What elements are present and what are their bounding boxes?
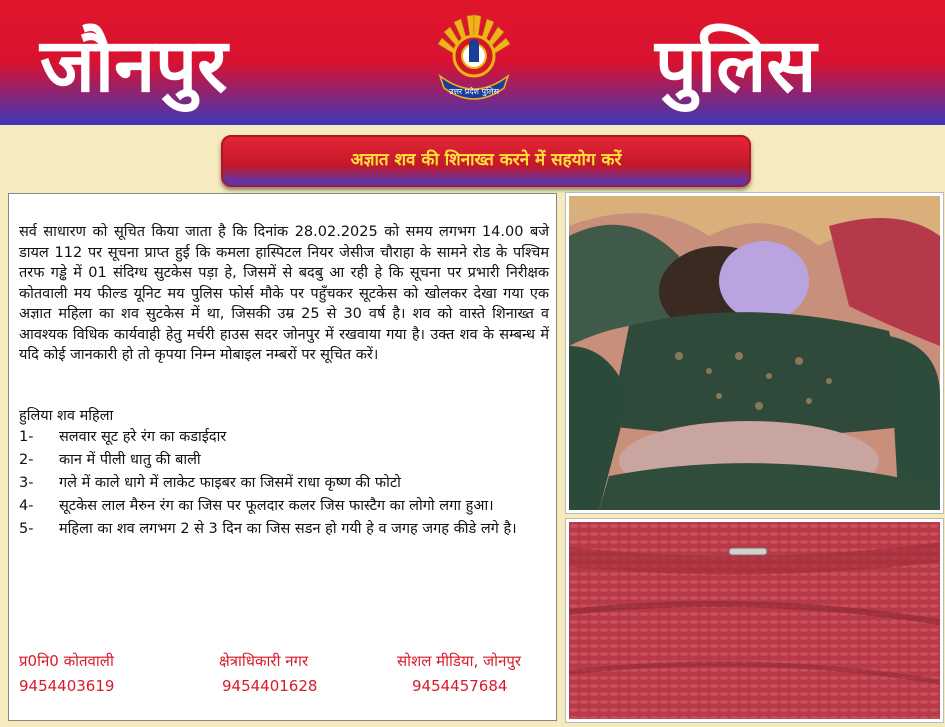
notice-box <box>8 193 557 721</box>
victim-photo <box>566 193 943 513</box>
contact-co-city <box>219 649 317 699</box>
item-number: 2- <box>19 452 34 468</box>
description-list <box>19 427 549 542</box>
header-banner <box>0 0 945 128</box>
victim-photo-image <box>569 196 940 510</box>
contact-social-media <box>397 649 521 699</box>
subtitle-bar <box>221 135 751 187</box>
contact-section <box>19 649 549 709</box>
item-text: कान में पीली धातु की बाली <box>59 452 201 468</box>
list-item <box>19 473 549 494</box>
item-number: 1- <box>19 429 34 445</box>
subtitle-text: अज्ञात शव की शिनाख्त करने में सहयोग करें <box>350 150 622 170</box>
contact-phone: 9454457684 <box>412 677 508 695</box>
contact-phone: 9454401628 <box>222 677 318 695</box>
emblem-text: उत्तर प्रदेश पुलिस <box>449 87 499 96</box>
suitcase-photo-image <box>569 522 940 719</box>
suitcase-photo <box>566 519 943 722</box>
item-text: गले में काले धागे में लाकेट फाइबर का जिसमें राधा कृष्ण की फोटो <box>59 475 401 491</box>
contact-title: क्षेत्राधिकारी नगर <box>219 652 309 670</box>
item-text: सलवार सूट हरे रंग का कडाईदार <box>59 429 227 445</box>
banner-title-left: जौनपुर <box>40 23 228 109</box>
contact-title: सोशल मीडिया, जोनपुर <box>397 652 522 670</box>
contact-phone: 9454403619 <box>19 677 115 695</box>
list-item <box>19 450 549 471</box>
list-item <box>19 496 549 517</box>
item-text: सूटकेस लाल मैरुन रंग का जिस पर फूलदार कलर जिस फास्टैग का लोगो लगा हुआ। <box>59 498 494 514</box>
item-number: 4- <box>19 498 34 514</box>
up-police-emblem-icon <box>424 14 524 104</box>
item-number: 5- <box>19 521 34 537</box>
description-heading: हुलिया शव महिला <box>19 408 114 424</box>
notice-body: सर्व साधारण को सूचित किया जाता है कि दिनांक 28.02.2025 को समय लगभग 14.00 बजे डायल 112 पर सूचना प्राप्त हुई कि कमला हास्पिटल नियर जेसीज चौराहा के सामने रोड के पश्चिम तरफ गड्ढे में 01 संदिग्ध सुटकेस पड़ा हे, जिसमें से बदबु आ रही हे कि सूचना पर प्रभारी निरीक्षक कोतवाली मय फील्ड यूनिट मय पुलिस फोर्स मौके पर पहुँचकर सूटकेस को खोलकर देखा गया एक अज्ञात महिला का शव सुटकेस में था, जिसकी उम्र 25 से 30 वर्ष है। शव को वास्ते शिनाख्त व आवश्यक विधिक कार्यवाही हेतु मर्चरी हाउस सदर जोनपुर में रखवाया गया है। उक्त शव के सम्बन्ध में यदि कोई जानकारी हो तो कृपया निम्न मोबाइल नम्बरों पर सूचित करें। <box>19 224 549 363</box>
item-text: महिला का शव लगभग 2 से 3 दिन का जिस सडन हो गयी हे व जगह जगह कीडे लगे है। <box>59 521 517 537</box>
list-item <box>19 519 549 540</box>
contact-title: प्र0नि0 कोतवाली <box>19 652 114 670</box>
contact-kotwali <box>19 649 114 699</box>
list-item <box>19 427 549 448</box>
banner-title-right: पुलिस <box>655 23 817 109</box>
item-number: 3- <box>19 475 34 491</box>
